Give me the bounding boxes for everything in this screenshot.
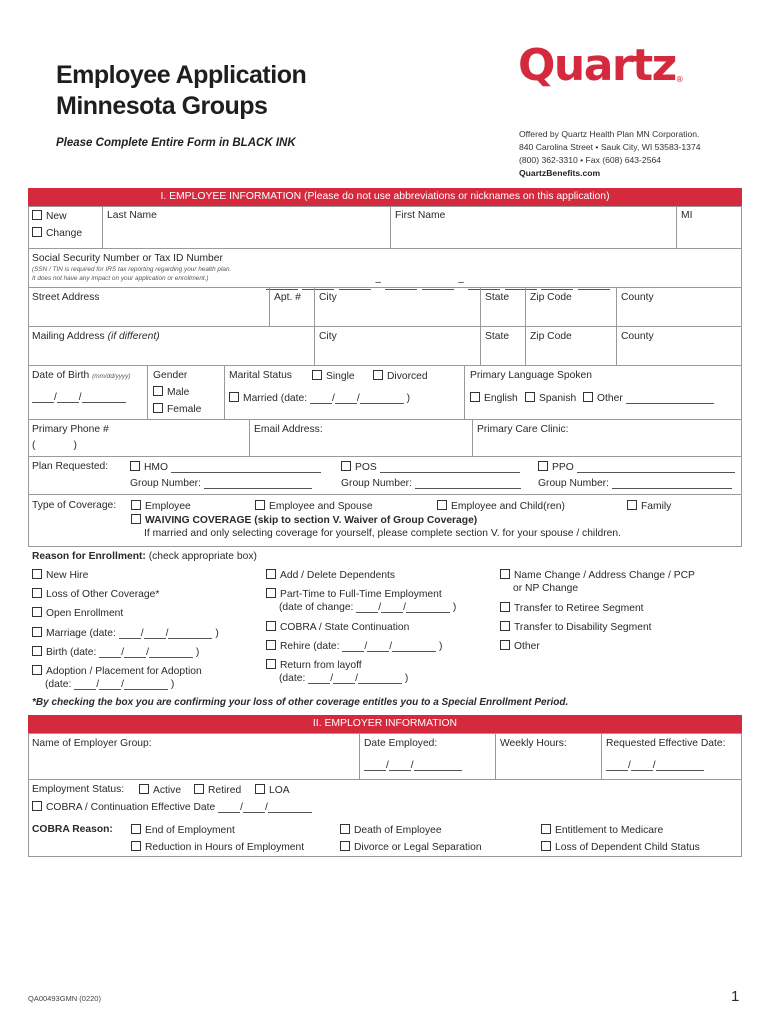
registered-mark: ® — [675, 75, 684, 84]
cobra-effective-box[interactable] — [32, 801, 42, 811]
married-label: Married (date: — [243, 393, 308, 404]
zip-field[interactable]: Zip Code — [530, 292, 572, 303]
marital-status-label: Marital Status — [229, 370, 292, 381]
mailing-county-field[interactable]: County — [621, 331, 654, 342]
reason-hint: (check appropriate box) — [148, 551, 257, 562]
layoff-box[interactable] — [266, 659, 276, 669]
death-employee-box[interactable] — [340, 824, 350, 834]
english-checkbox[interactable] — [470, 392, 518, 404]
disability-checkbox[interactable] — [500, 621, 652, 633]
loa-box[interactable] — [255, 784, 265, 794]
new-hire-box[interactable] — [32, 569, 42, 579]
mailing-city-field[interactable]: City — [319, 331, 337, 342]
divorced-checkbox[interactable] — [373, 370, 428, 382]
medicare-label: Entitlement to Medicare — [555, 825, 664, 836]
form-title — [56, 60, 306, 122]
pos-box[interactable] — [341, 461, 351, 471]
english-label: English — [484, 393, 518, 404]
other-reason-checkbox[interactable] — [500, 640, 540, 652]
pos-label: POS — [355, 462, 377, 473]
reduction-hours-checkbox[interactable] — [131, 841, 304, 853]
loss-coverage-box[interactable] — [32, 588, 42, 598]
cobra-state-box[interactable] — [266, 621, 276, 631]
weekly-hours-field[interactable]: Weekly Hours: — [500, 738, 567, 749]
waiving-coverage-checkbox[interactable] — [131, 514, 477, 526]
reduction-hours-label: Reduction in Hours of Employment — [145, 842, 305, 853]
date-of-change-close: ) — [452, 602, 457, 613]
pos-group-label: Group Number: — [341, 478, 412, 489]
dob-text: Date of Birth — [32, 370, 90, 381]
rehire-checkbox[interactable]: Rehire (date: / / ) — [266, 640, 442, 652]
single-checkbox[interactable] — [312, 370, 355, 382]
rehire-label: Rehire (date: — [280, 641, 340, 652]
company-address — [519, 128, 701, 180]
coverage-spouse-box[interactable] — [255, 500, 265, 510]
date-employed-input[interactable]: / / — [364, 760, 462, 771]
coverage-children-label: Employee and Child(ren) — [451, 501, 565, 512]
pt-ft-box[interactable] — [266, 588, 276, 598]
birth-close: ) — [195, 647, 200, 658]
loss-coverage-checkbox[interactable] — [32, 588, 159, 600]
active-checkbox[interactable] — [139, 784, 181, 796]
offered-by: Offered by Quartz Health Plan MN Corporation. — [519, 129, 700, 139]
street-address: 840 Carolina Street • Sauk City, WI 53583-1374 — [519, 142, 701, 152]
waiving-coverage-label: WAIVING COVERAGE (skip to section V. Waiver of Group Coverage) — [145, 515, 478, 526]
adoption-date-label: (date: — [45, 679, 72, 690]
employer-info-table — [28, 733, 742, 857]
layoff-label: Return from layoff — [280, 660, 362, 671]
adoption-label: Adoption / Placement for Adoption — [46, 666, 202, 677]
married-checkbox[interactable]: Married (date: / / ) — [229, 392, 410, 404]
active-label: Active — [153, 785, 182, 796]
coverage-type-label: Type of Coverage: — [32, 500, 117, 511]
open-enrollment-checkbox[interactable] — [32, 607, 123, 619]
divorce-box[interactable] — [340, 841, 350, 851]
coverage-family-label: Family — [641, 501, 672, 512]
ppo-label: PPO — [552, 462, 574, 473]
loss-dependent-checkbox[interactable] — [541, 841, 700, 853]
divorced-box[interactable] — [373, 370, 383, 380]
open-enrollment-box[interactable] — [32, 607, 42, 617]
pos-group-number[interactable] — [341, 478, 521, 489]
female-checkbox[interactable] — [153, 403, 201, 415]
adoption-box[interactable] — [32, 665, 42, 675]
gender-label: Gender — [153, 370, 188, 381]
county-field[interactable]: County — [621, 292, 654, 303]
loa-checkbox[interactable] — [255, 784, 290, 796]
rehire-close: ) — [439, 641, 443, 652]
other-reason-box[interactable] — [500, 640, 510, 650]
marriage-label: Marriage (date: — [46, 628, 116, 639]
adoption-close: ) — [170, 679, 175, 690]
ssn-note-1: (SSN / TIN is required for IRS tax reporting regarding your health plan. — [32, 266, 232, 273]
end-employment-box[interactable] — [131, 824, 141, 834]
mi-field[interactable]: MI — [681, 210, 693, 221]
first-name-field[interactable]: First Name — [395, 210, 446, 221]
clinic-field[interactable]: Primary Care Clinic: — [477, 424, 569, 435]
adoption-checkbox[interactable] — [32, 665, 202, 677]
loss-dependent-label: Loss of Dependent Child Status — [555, 842, 700, 853]
end-employment-checkbox[interactable] — [131, 824, 235, 836]
layoff-checkbox[interactable] — [266, 659, 362, 671]
end-employment-label: End of Employment — [145, 825, 235, 836]
divorce-label: Divorce or Legal Separation — [354, 842, 482, 853]
coverage-spouse-label: Employee and Spouse — [269, 501, 373, 512]
state-field[interactable]: State — [485, 292, 510, 303]
mailing-label: Mailing Address — [32, 331, 105, 342]
effective-date-label: Requested Effective Date: — [606, 738, 726, 749]
coverage-spouse-checkbox[interactable] — [255, 500, 373, 512]
phone-input[interactable] — [32, 440, 77, 451]
effective-date-input[interactable]: / / — [606, 760, 704, 771]
reduction-hours-box[interactable] — [131, 841, 141, 851]
birth-label: Birth (date: — [46, 647, 97, 658]
new-hire-checkbox[interactable] — [32, 569, 88, 581]
spanish-checkbox[interactable] — [525, 392, 576, 404]
street-address-field[interactable]: Street Address — [32, 292, 100, 303]
section-2-heading: II. EMPLOYER INFORMATION — [28, 715, 742, 733]
ssn-input[interactable]: – – — [266, 272, 610, 290]
cobra-state-checkbox[interactable] — [266, 621, 409, 633]
coverage-children-box[interactable] — [437, 500, 447, 510]
male-label: Male — [167, 387, 190, 398]
employment-status-label: Employment Status: — [32, 784, 125, 795]
marriage-box[interactable] — [32, 627, 42, 637]
pt-ft-label: Part-Time to Full-Time Employment — [280, 589, 442, 600]
other-reason-label: Other — [514, 641, 540, 652]
medicare-box[interactable] — [541, 824, 551, 834]
new-hire-label: New Hire — [46, 570, 89, 581]
new-label: New — [46, 211, 67, 222]
date-employed-label: Date Employed: — [364, 738, 438, 749]
ink-instruction: Please Complete Entire Form in BLACK INK — [56, 137, 296, 149]
add-delete-checkbox[interactable] — [266, 569, 395, 581]
dob-label — [32, 370, 130, 381]
single-box[interactable] — [312, 370, 322, 380]
medicare-checkbox[interactable] — [541, 824, 663, 836]
layoff-close: ) — [404, 673, 409, 684]
married-close: ) — [406, 393, 411, 404]
phone-paren-open: ( — [32, 440, 36, 451]
coverage-children-checkbox[interactable] — [437, 500, 565, 512]
retired-box[interactable] — [194, 784, 204, 794]
loss-coverage-label: Loss of Other Coverage* — [46, 589, 160, 600]
coverage-family-checkbox[interactable] — [627, 500, 671, 512]
phone-paren-close: ) — [73, 440, 77, 451]
quartz-logo — [518, 40, 684, 92]
other-language-box[interactable] — [583, 392, 593, 402]
divorce-checkbox[interactable] — [340, 841, 482, 853]
male-checkbox[interactable] — [153, 386, 189, 398]
layoff-date-label: (date: — [279, 673, 306, 684]
cobra-effective-checkbox[interactable]: COBRA / Continuation Effective Date / / — [32, 801, 312, 813]
change-checkbox[interactable] — [32, 227, 82, 239]
death-employee-label: Death of Employee — [354, 825, 442, 836]
birth-box[interactable] — [32, 646, 42, 656]
hmo-checkbox[interactable] — [130, 461, 321, 473]
add-delete-box[interactable] — [266, 569, 276, 579]
disability-box[interactable] — [500, 621, 510, 631]
coverage-employee-checkbox[interactable] — [131, 500, 191, 512]
plan-requested-label: Plan Requested: — [32, 461, 109, 472]
retiree-checkbox[interactable] — [500, 602, 644, 614]
hmo-label: HMO — [144, 462, 169, 473]
coverage-employee-label: Employee — [145, 501, 191, 512]
retiree-label: Transfer to Retiree Segment — [514, 603, 644, 614]
birth-checkbox[interactable]: Birth (date: / / ) — [32, 646, 199, 658]
language-label: Primary Language Spoken — [470, 370, 592, 381]
section-1-heading: I. EMPLOYEE INFORMATION (Please do not use abbreviations or nicknames on this application) — [28, 188, 742, 206]
active-box[interactable] — [139, 784, 149, 794]
pt-ft-checkbox[interactable] — [266, 588, 442, 600]
hmo-group-number[interactable] — [130, 478, 312, 489]
new-box[interactable] — [32, 210, 42, 220]
new-checkbox[interactable] — [32, 210, 67, 222]
disability-label: Transfer to Disability Segment — [514, 622, 652, 633]
cobra-state-label: COBRA / State Continuation — [280, 622, 410, 633]
retired-checkbox[interactable] — [194, 784, 241, 796]
name-change-line-2: or NP Change — [513, 583, 579, 594]
cobra-effective-label: COBRA / Continuation Effective Date — [46, 802, 216, 813]
date-of-change[interactable]: (date of change: / / ) — [279, 602, 457, 613]
mailing-note: (if different) — [107, 331, 160, 342]
coverage-family-box[interactable] — [627, 500, 637, 510]
spanish-box[interactable] — [525, 392, 535, 402]
phone-label: Primary Phone # — [32, 424, 109, 435]
dob-format: (mm/dd/yyyy) — [92, 373, 131, 380]
loss-dependent-box[interactable] — [541, 841, 551, 851]
waiving-coverage-box[interactable] — [131, 514, 141, 524]
cobra-reason-label: COBRA Reason: — [32, 824, 113, 835]
form-code: QA00493GMN (0220) — [28, 994, 101, 1003]
rehire-box[interactable] — [266, 640, 276, 650]
married-note: If married and only selecting coverage for yourself, please complete section V. for your spouse / children. — [144, 528, 621, 539]
name-change-checkbox[interactable] — [500, 569, 695, 581]
other-language-checkbox[interactable] — [583, 392, 714, 404]
ppo-group-number[interactable] — [538, 478, 732, 489]
hmo-box[interactable] — [130, 461, 140, 471]
married-box[interactable] — [229, 392, 239, 402]
ppo-checkbox[interactable] — [538, 461, 735, 473]
date-of-change-label: (date of change: — [279, 602, 354, 613]
mailing-address-field[interactable] — [32, 331, 160, 342]
single-label: Single — [326, 371, 355, 382]
retired-label: Retired — [208, 785, 242, 796]
ssn-label: Social Security Number or Tax ID Number — [32, 253, 223, 264]
change-label: Change — [46, 228, 83, 239]
add-delete-label: Add / Delete Dependents — [280, 570, 396, 581]
city-field[interactable]: City — [319, 292, 337, 303]
ppo-box[interactable] — [538, 461, 548, 471]
death-employee-checkbox[interactable] — [340, 824, 442, 836]
mailing-zip-field[interactable]: Zip Code — [530, 331, 572, 342]
layoff-date[interactable]: (date: / / ) — [279, 673, 409, 684]
logo-text: Quartz — [518, 40, 676, 91]
website-link[interactable]: QuartzBenefits.com — [519, 168, 601, 178]
name-change-box[interactable] — [500, 569, 510, 579]
reason-label — [32, 551, 257, 562]
mailing-state-field[interactable]: State — [485, 331, 510, 342]
pos-checkbox[interactable] — [341, 461, 520, 473]
page-number: 1 — [731, 988, 740, 1005]
hmo-group-label: Group Number: — [130, 478, 201, 489]
male-box[interactable] — [153, 386, 163, 396]
email-field[interactable]: Email Address: — [254, 424, 323, 435]
title-line-2: Minnesota Groups — [56, 92, 268, 120]
title-line-1: Employee Application — [56, 61, 307, 89]
phone-fax: (800) 362-3310 • Fax (608) 643-2564 — [519, 155, 662, 165]
change-box[interactable] — [32, 227, 42, 237]
dob-input[interactable]: / / — [32, 392, 126, 403]
last-name-field[interactable]: Last Name — [107, 210, 157, 221]
loa-label: LOA — [269, 785, 290, 796]
ppo-group-label: Group Number: — [538, 478, 609, 489]
marriage-close: ) — [215, 628, 219, 639]
spanish-label: Spanish — [539, 393, 577, 404]
adoption-date[interactable]: (date: / / ) — [45, 679, 175, 690]
female-label: Female — [167, 404, 202, 415]
other-language-label: Other — [597, 393, 623, 404]
name-change-label: Name Change / Address Change / PCP — [514, 570, 695, 581]
female-box[interactable] — [153, 403, 163, 413]
retiree-box[interactable] — [500, 602, 510, 612]
apt-field[interactable]: Apt. # — [274, 292, 301, 303]
ssn-note-2: It does not have any impact on your application or enrollment.) — [32, 275, 209, 282]
reason-title: Reason for Enrollment: — [32, 551, 146, 562]
special-enrollment-footnote: *By checking the box you are confirming your loss of other coverage entitles you to a Special Enrollment Period. — [32, 697, 569, 708]
divorced-label: Divorced — [387, 371, 428, 382]
employer-name-field[interactable]: Name of Employer Group: — [32, 738, 152, 749]
marriage-checkbox[interactable]: Marriage (date: / / ) — [32, 627, 219, 639]
english-box[interactable] — [470, 392, 480, 402]
open-enrollment-label: Open Enrollment — [46, 608, 124, 619]
coverage-employee-box[interactable] — [131, 500, 141, 510]
